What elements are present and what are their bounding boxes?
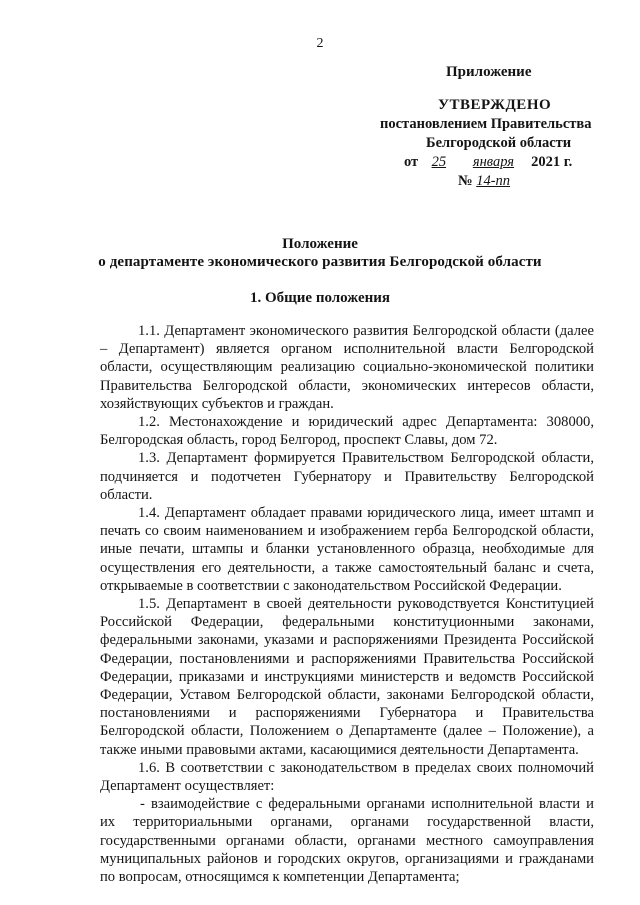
approved-by: постановлением Правительства: [380, 116, 592, 132]
page-number: 2: [316, 36, 324, 51]
paragraph-1-5: 1.5. Департамент в своей деятельности руководствуется Конституцией Российской Федерации, федеральными конституционными законами, федеральными законами, указами и распоряжениями Президента Российской Федерации, постановлениями и распоряжениями Правительства Российской Федерации, приказами и инструкциями министерств и ведомств Российской Федерации, Уставом Белгородской области, законами Белгородской области, постановлениями и распоряжениями Губернатора и Правительства Белгородской области, Положением о Департаменте (далее – Положение), а также иными правовыми актами, касающимися деятельности Департамента.: [100, 596, 594, 758]
document-body: [100, 322, 594, 886]
date-month: января: [472, 154, 515, 170]
decree-date: [404, 154, 572, 171]
paragraph-1-3: 1.3. Департамент формируется Правительством Белгородской области, подчиняется и подотчетен Губернатору и Правительству Белгородской области.: [100, 450, 594, 503]
number-prefix: №: [458, 173, 473, 189]
date-year: 2021 г.: [531, 154, 573, 170]
paragraph-1-6: 1.6. В соответствии с законодательством в пределах своих полномочий Департамент осуществляет:: [100, 759, 594, 795]
paragraph-1-4: 1.4. Департамент обладает правами юридического лица, имеет штамп и печать со своим наименованием и изображением герба Белгородской области, иные печати, штампы и бланки установленного образца, необходимые для осуществления его деятельности, а также самостоятельный баланс и счета, открываемые в соответствии с законодательством Российской Федерации.: [100, 505, 594, 594]
region-name: Белгородской области: [426, 135, 572, 151]
section-heading: 1. Общие положения: [249, 290, 391, 306]
paragraph-1-1: 1.1. Департамент экономического развития Белгородской области (далее – Департамент) является органом исполнительной власти Белгородской области, осуществляющим реализацию социально-экономической политики Правительства Белгородской области, экономических интересов области, хозяйствующих субъектов и граждан.: [100, 323, 594, 412]
date-prefix: от: [404, 154, 419, 170]
document-title: Положение: [282, 236, 358, 252]
appendix-label: Приложение: [446, 64, 532, 80]
document-subtitle: о департаменте экономического развития Белгородской области: [98, 254, 542, 270]
date-day: 25: [431, 154, 447, 170]
approved-stamp: УТВЕРЖДЕНО: [438, 97, 552, 113]
list-item: - взаимодействие с федеральными органами исполнительной власти и их территориальными органами, органами государственной власти, государственными органами области, органами местного самоуправления муниципальных районов и городских округов, организациями и гражданами по вопросам, относящимся к компетенции Департамента;: [100, 796, 594, 886]
paragraph-1-2: 1.2. Местонахождение и юридический адрес Департамента: 308000, Белгородская область, город Белгород, проспект Славы, дом 72.: [100, 414, 594, 449]
number-value: 14-пп: [476, 173, 511, 189]
decree-number: [458, 173, 520, 190]
